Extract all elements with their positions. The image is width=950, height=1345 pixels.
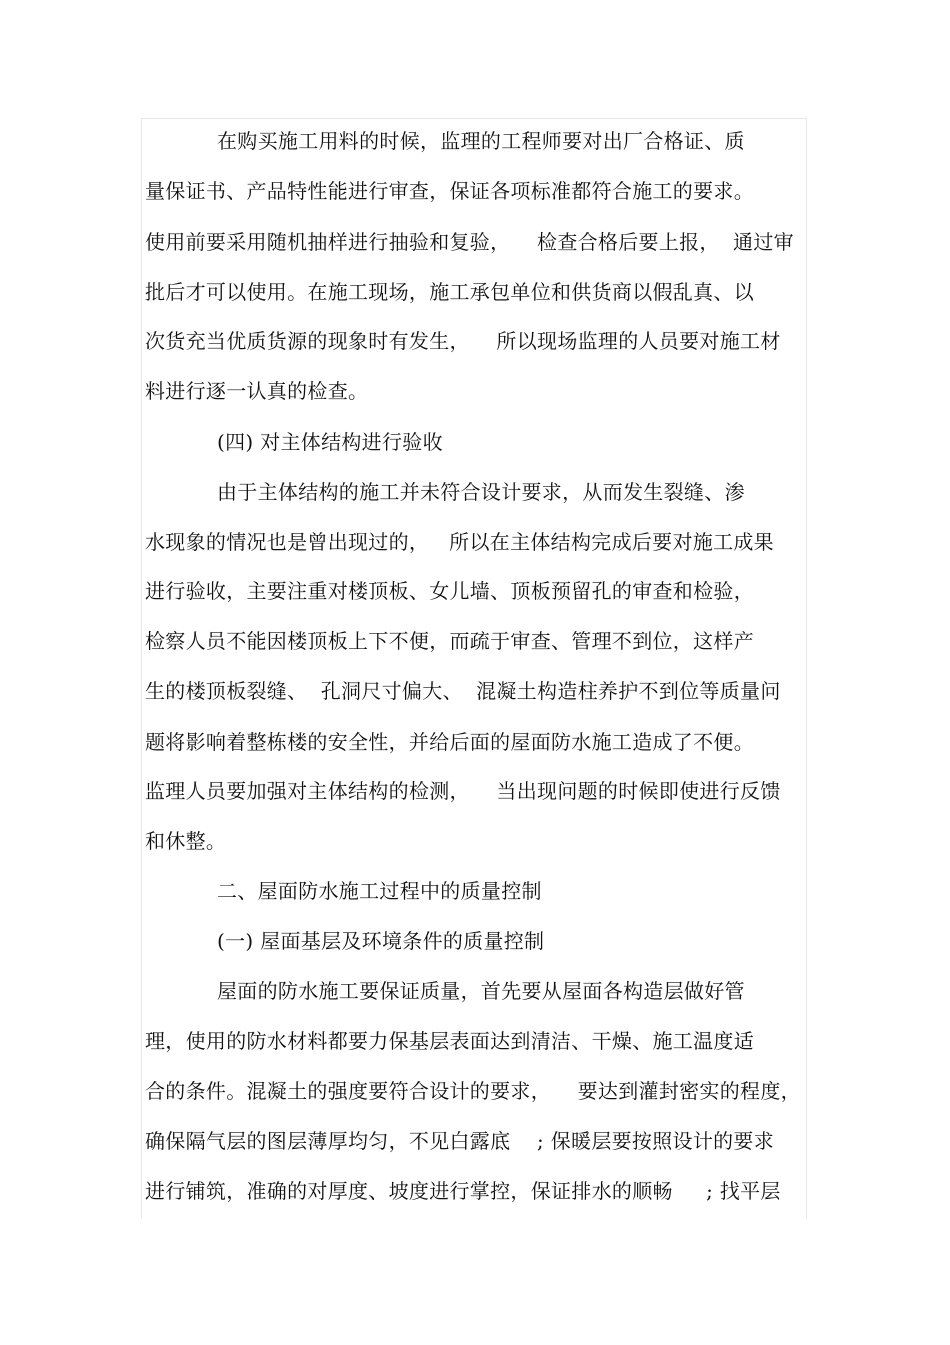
text-line: 理，使用的防水材料都要力保基层表面达到清洁、干燥、施工温度适 [145,1029,754,1053]
text-line: 题将影响着整栋楼的安全性，并给后面的屋面防水施工造成了不便。 [145,730,754,754]
text-line: 进行验收，主要注重对楼顶板、女儿墙、顶板预留孔的审查和检验， [145,579,754,603]
text-line: 批后才可以使用。在施工现场，施工承包单位和供货商以假乱真、以 [145,280,754,304]
text-line: 水现象的情况也是曾出现过的， 所以在主体结构完成后要对施工成果 [145,530,774,554]
text-line: 次货充当优质货源的现象时有发生， 所以现场监理的人员要对施工材 [145,329,781,353]
section-heading: 二、屋面防水施工过程中的质量控制 [217,879,542,903]
text-line: 在购买施工用料的时候，监理的工程师要对出厂合格证、质 [217,129,745,153]
section-heading: (四) 对主体结构进行验收 [217,430,443,454]
text-line: 检察人员不能因楼顶板上下不便，而疏于审查、管理不到位，这样产 [145,629,754,653]
text-line: 和休整。 [145,829,227,853]
text-line: 料进行逐一认真的检查。 [145,379,369,403]
text-line: 屋面的防水施工要保证质量，首先要从屋面各构造层做好管 [217,979,745,1003]
text-line: 进行铺筑，准确的对厚度、坡度进行掌控，保证排水的顺畅 ; 找平层 [145,1179,781,1203]
text-line: 监理人员要加强对主体结构的检测， 当出现问题的时候即使进行反馈 [145,779,781,803]
text-line: 由于主体结构的施工并未符合设计要求，从而发生裂缝、渗 [217,480,745,504]
text-line: 确保隔气层的图层薄厚均匀，不见白露底 ; 保暖层要按照设计的要求 [145,1129,775,1153]
text-line: 使用前要采用随机抽样进行抽验和复验， 检查合格后要上报， 通过审 [145,230,794,254]
section-heading: (一) 屋面基层及环境条件的质量控制 [217,929,545,953]
text-line: 合的条件。混凝土的强度要符合设计的要求， 要达到灌封密实的程度， [145,1079,801,1103]
text-line: 量保证书、产品特性能进行审查，保证各项标准都符合施工的要求。 [145,179,754,203]
text-line: 生的楼顶板裂缝、 孔洞尺寸偏大、 混凝土构造柱养护不到位等质量问 [145,679,781,703]
